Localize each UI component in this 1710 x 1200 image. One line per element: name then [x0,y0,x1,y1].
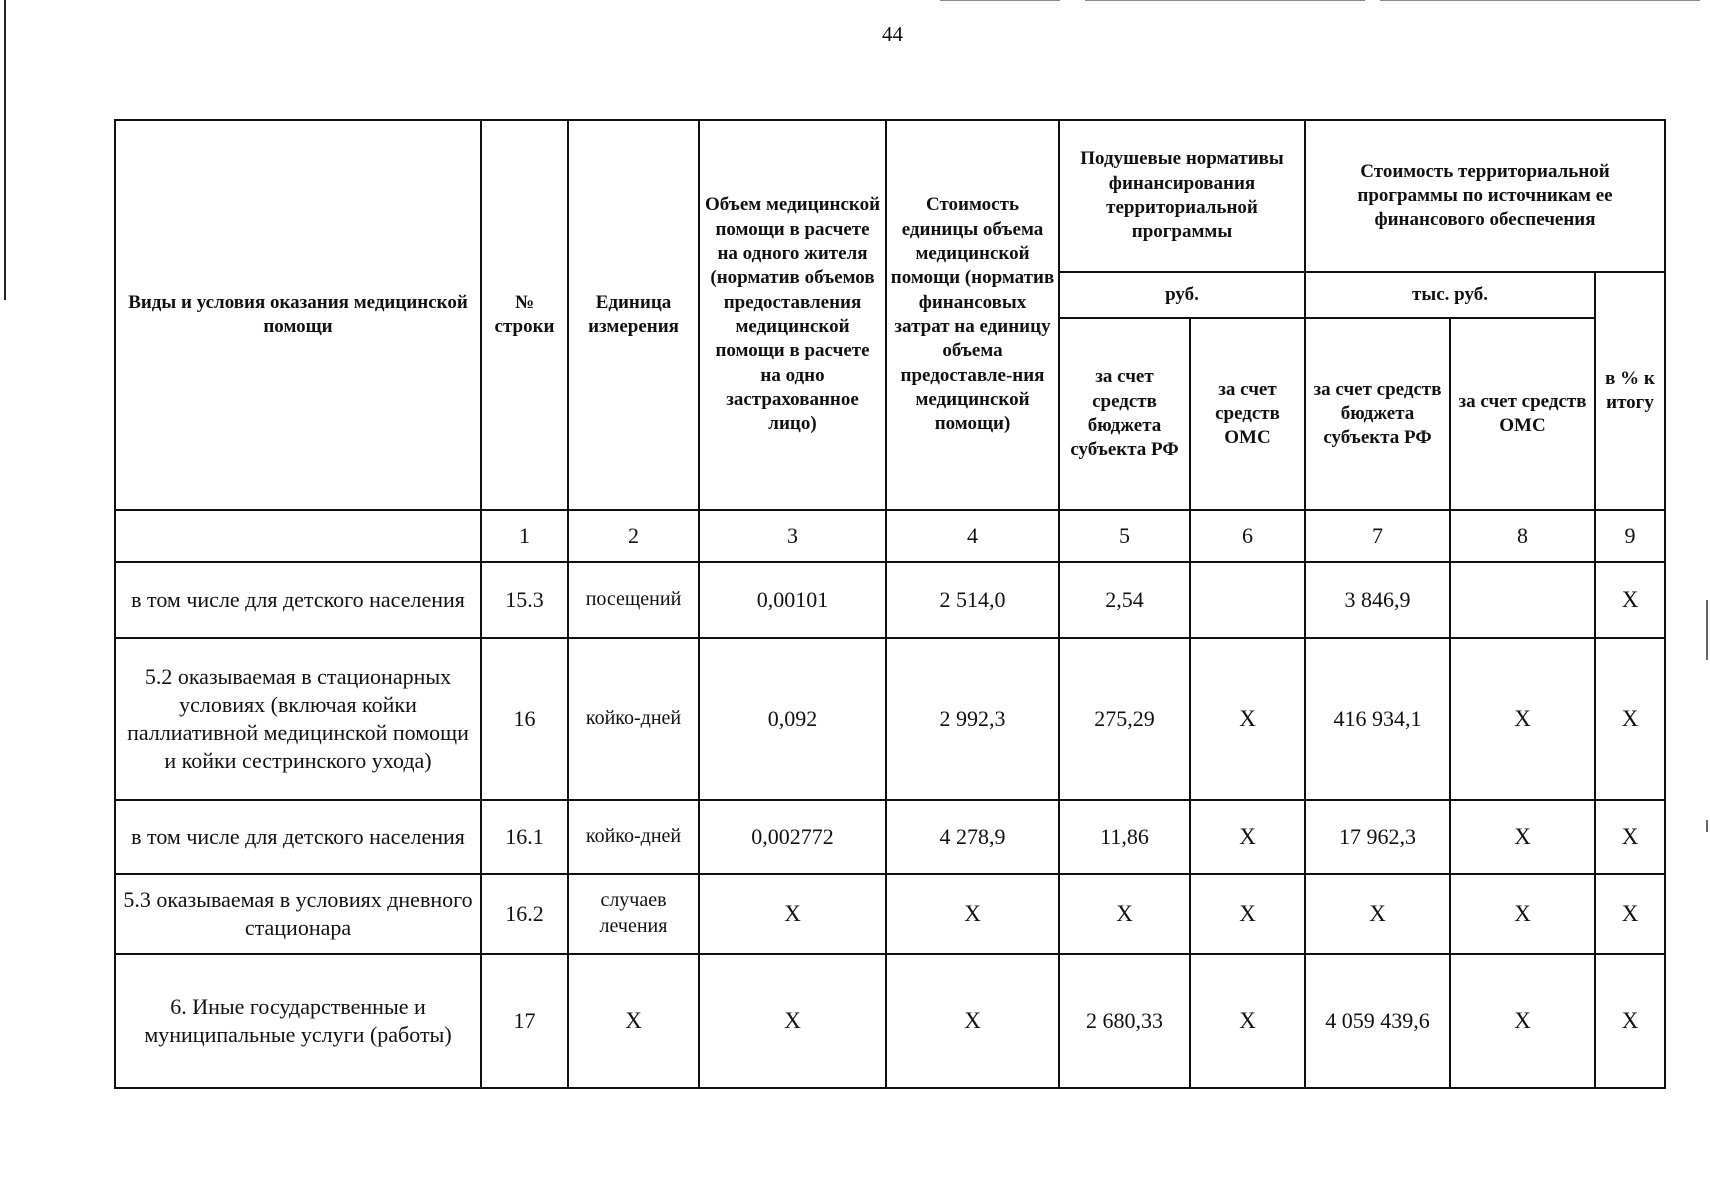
row-name: в том числе для детского населения [115,800,481,874]
row-volume: 0,00101 [699,562,886,638]
table-row [115,638,1665,800]
row-oms: Х [1190,874,1305,954]
column-number: 6 [1190,510,1305,562]
row-oms: Х [1190,800,1305,874]
header-type: Виды и условия оказания медицинской помощи [115,120,481,510]
column-number: 5 [1059,510,1190,562]
row-volume: 0,002772 [699,800,886,874]
header-row-1 [115,120,1665,272]
row-budget: 275,29 [1059,638,1190,800]
header-program-cost: Стоимость территориальной программы по источникам ее финансового обеспечения [1305,120,1665,272]
table-row [115,874,1665,954]
header-rub: руб. [1059,272,1305,318]
column-number: 8 [1450,510,1595,562]
row-percent: Х [1595,562,1665,638]
row-name: 5.2 оказываемая в стационарных условиях (включая койки паллиативной медицинской помощи и койки сестринского ухода) [115,638,481,800]
header-percent: в % к итогу [1595,272,1665,510]
row-name: 5.3 оказываемая в условиях дневного стационара [115,874,481,954]
table-row [115,954,1665,1088]
row-oms: Х [1190,638,1305,800]
row-name: в том числе для детского населения [115,562,481,638]
row-oms-total: Х [1450,874,1595,954]
header-budget-total: за счет средств бюджета субъекта РФ [1305,318,1450,510]
row-cost: 2 992,3 [886,638,1059,800]
header-per-capita: Подушевые нормативы финансирования территориальной программы [1059,120,1305,272]
row-volume: Х [699,874,886,954]
header-unit-cost: Стоимость единицы объема медицинской помощи (норматив финансовых затрат на единицу объема предоставле-ния медицинской помощи) [886,120,1059,510]
row-oms-total [1450,562,1595,638]
header-row-number: № строки [481,120,568,510]
row-oms-total: Х [1450,638,1595,800]
row-unit: посещений [568,562,699,638]
row-budget: 2,54 [1059,562,1190,638]
row-percent: Х [1595,800,1665,874]
column-number: 7 [1305,510,1450,562]
column-number: 3 [699,510,886,562]
row-percent: Х [1595,874,1665,954]
row-budget-total: 3 846,9 [1305,562,1450,638]
header-oms-total: за счет средств ОМС [1450,318,1595,510]
column-number: 9 [1595,510,1665,562]
column-numbers-row [115,510,1665,562]
column-number [115,510,481,562]
scan-right-mark [1706,600,1708,660]
column-number: 2 [568,510,699,562]
row-cost: Х [886,954,1059,1088]
column-number: 4 [886,510,1059,562]
table-row [115,800,1665,874]
row-unit: койко-дней [568,638,699,800]
row-percent: Х [1595,954,1665,1088]
header-thous-rub: тыс. руб. [1305,272,1595,318]
column-number: 1 [481,510,568,562]
row-budget: Х [1059,874,1190,954]
row-percent: Х [1595,638,1665,800]
scan-top-line [1085,0,1365,1]
row-budget-total: Х [1305,874,1450,954]
row-volume: 0,092 [699,638,886,800]
row-oms [1190,562,1305,638]
header-oms: за счет средств ОМС [1190,318,1305,510]
header-volume: Объем медицинской помощи в расчете на одного жителя (норматив объемов предоставления медицинской помощи в расчете на одно застрахованное лицо) [699,120,886,510]
row-number: 15.3 [481,562,568,638]
row-number: 16 [481,638,568,800]
row-unit: койко-дней [568,800,699,874]
financing-table [114,119,1666,1089]
table-row [115,562,1665,638]
row-number: 16.2 [481,874,568,954]
row-budget-total: 4 059 439,6 [1305,954,1450,1088]
row-cost: Х [886,874,1059,954]
scan-right-mark [1706,820,1708,832]
row-oms-total: Х [1450,954,1595,1088]
page-number: 44 [882,22,903,46]
row-cost: 2 514,0 [886,562,1059,638]
row-oms: Х [1190,954,1305,1088]
row-oms-total: Х [1450,800,1595,874]
row-volume: Х [699,954,886,1088]
row-budget-total: 17 962,3 [1305,800,1450,874]
row-unit: случаев лечения [568,874,699,954]
scan-top-line [940,0,1060,1]
scan-top-line [1380,0,1700,1]
row-name: 6. Иные государственные и муниципальные услуги (работы) [115,954,481,1088]
row-budget: 11,86 [1059,800,1190,874]
row-budget: 2 680,33 [1059,954,1190,1088]
row-number: 16.1 [481,800,568,874]
row-cost: 4 278,9 [886,800,1059,874]
header-unit: Единица измерения [568,120,699,510]
row-number: 17 [481,954,568,1088]
row-unit: Х [568,954,699,1088]
header-budget: за счет средств бюджета субъекта РФ [1059,318,1190,510]
row-budget-total: 416 934,1 [1305,638,1450,800]
